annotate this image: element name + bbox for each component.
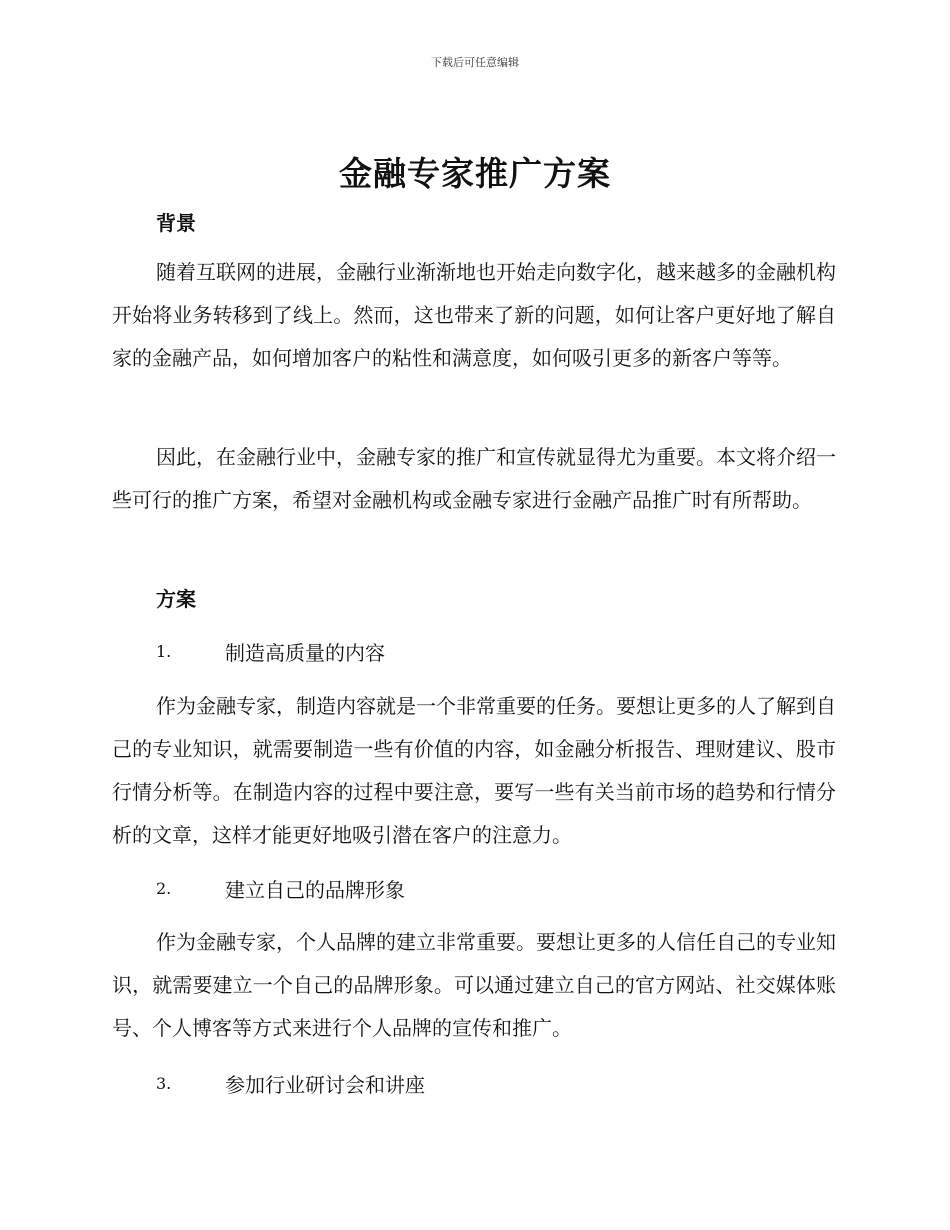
plan-item-title: 制造高质量的内容 bbox=[225, 640, 385, 665]
plan-item-2-body: 作为金融专家，个人品牌的建立非常重要。要想让更多的人信任自己的专业知识，就需要建立一个自己的品牌形象。可以通过建立自己的官方网站、社交媒体账号、个人博客等方式来进行个人品牌的宣传和推广。 bbox=[112, 930, 836, 1040]
plan-item-title: 建立自己的品牌形象 bbox=[225, 877, 405, 902]
plan-item-title: 参加行业研讨会和讲座 bbox=[225, 1072, 425, 1097]
plan-item-3 bbox=[156, 1068, 425, 1098]
document-title: 金融专家推广方案 bbox=[339, 154, 611, 193]
plan-item-2 bbox=[156, 873, 405, 903]
background-paragraph-2: 因此，在金融行业中，金融专家的推广和宣传就显得尤为重要。本文将介绍一些可行的推广方案，希望对金融机构或金融专家进行金融产品推广时有所帮助。 bbox=[112, 445, 836, 512]
section-heading-background: 背景 bbox=[156, 211, 196, 235]
plan-item-1 bbox=[156, 636, 385, 666]
plan-item-number: 2. bbox=[156, 878, 172, 898]
plan-item-1-body: 作为金融专家，制造内容就是一个非常重要的任务。要想让更多的人了解到自己的专业知识，就需要制造一些有价值的内容，如金融分析报告、理财建议、股市行情分析等。在制造内容的过程中要注意，要写一些有关当前市场的趋势和行情分析的文章，这样才能更好地吸引潜在客户的注意力。 bbox=[112, 694, 836, 847]
plan-item-number: 1. bbox=[156, 641, 172, 661]
background-paragraph-1: 随着互联网的进展，金融行业渐渐地也开始走向数字化，越来越多的金融机构开始将业务转移到了线上。然而，这也带来了新的问题，如何让客户更好地了解自家的金融产品，如何增加客户的粘性和满意度，如何吸引更多的新客户等等。 bbox=[112, 260, 836, 370]
plan-item-number: 3. bbox=[156, 1073, 172, 1093]
section-heading-plan: 方案 bbox=[156, 587, 196, 611]
header-note: 下载后可任意编辑 bbox=[431, 56, 519, 69]
